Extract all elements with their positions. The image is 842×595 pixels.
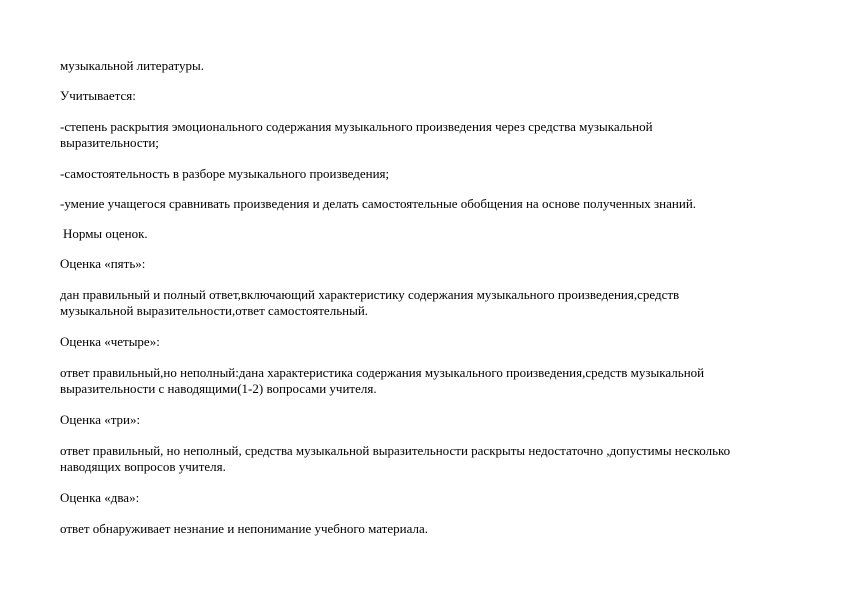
criterion-emotional-content-line-1: -степень раскрытия эмоционального содержания музыкального произведения через средства музыкальной — [60, 119, 653, 134]
grade-text-four — [60, 365, 800, 397]
text-line-considered: Учитывается: — [60, 88, 136, 103]
grade-text-three-line-1: ответ правильный, но неполный, средства музыкальной выразительности раскрыты недостаточно ,допустимы несколько — [60, 443, 731, 458]
criterion-emotional-content-line-2: выразительности; — [60, 135, 159, 150]
grade-text-five — [60, 287, 800, 319]
grade-text-five-line-2: музыкальной выразительности,ответ самостоятельный. — [60, 303, 369, 318]
criterion-independence: -самостоятельность в разборе музыкального произведения; — [60, 166, 390, 181]
grade-text-two: ответ обнаруживает незнание и непонимание учебного материала. — [60, 521, 428, 536]
grade-heading-two: Оценка «два»: — [60, 490, 140, 505]
norms-heading: Нормы оценок. — [63, 226, 148, 241]
grade-text-three — [60, 443, 800, 475]
grade-text-five-line-1: дан правильный и полный ответ,включающий характеристику содержания музыкального произведения,средств — [60, 287, 680, 302]
grade-heading-five: Оценка «пять»: — [60, 256, 146, 271]
grade-text-four-line-1: ответ правильный,но неполный:дана характеристика содержания музыкального произведения,средств музыкальной — [60, 365, 705, 380]
criterion-comparison: -умение учащегося сравнивать произведения и делать самостоятельные обобщения на основе полученных знаний. — [60, 196, 697, 211]
criterion-emotional-content — [60, 119, 800, 151]
grade-text-three-line-2: наводящих вопросов учителя. — [60, 459, 226, 474]
grade-heading-four: Оценка «четыре»: — [60, 334, 160, 349]
text-line-literature: музыкальной литературы. — [60, 58, 205, 73]
grade-heading-three: Оценка «три»: — [60, 412, 141, 427]
grade-text-four-line-2: выразительности с наводящими(1-2) вопросами учителя. — [60, 381, 377, 396]
